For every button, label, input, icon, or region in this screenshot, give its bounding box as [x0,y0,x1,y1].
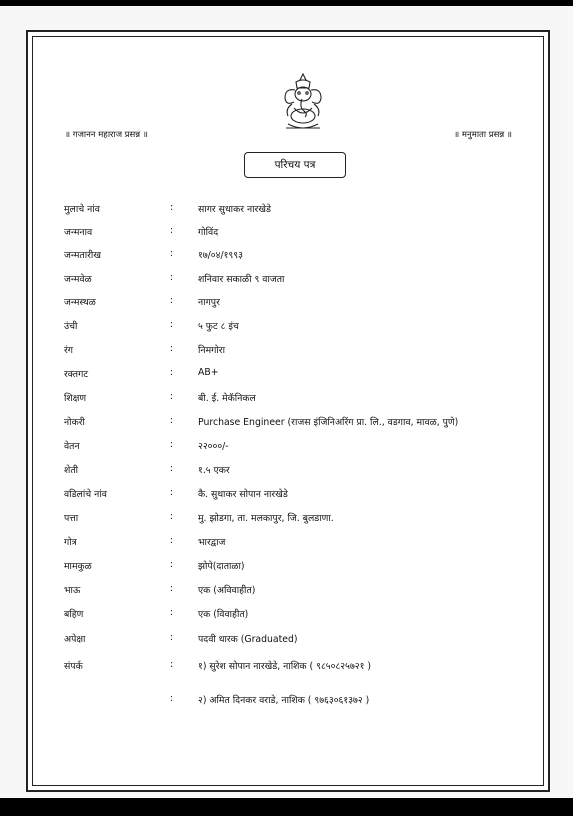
document-page [0,6,573,798]
field-value: निमगोरा [198,345,225,356]
field-value: भारद्वाज [198,537,226,548]
field-colon: : [170,202,174,213]
field-label: संपर्क [64,661,83,672]
field-label: वडिलांचे नांव [64,489,107,500]
inner-border [32,36,544,786]
field-label: उंची [64,321,78,332]
field-colon: : [170,295,174,306]
field-colon: : [170,248,174,259]
field-value: एक (विवाहीत) [198,609,249,620]
field-value: १७/०४/१९९३ [198,250,243,261]
field-colon: : [170,439,174,450]
field-colon: : [170,367,174,378]
field-label: शिक्षण [64,393,87,404]
field-colon: : [170,487,174,498]
field-value: २२०००/- [198,441,229,452]
field-value: नागपुर [198,297,220,308]
field-value: सागर सुधाकर नारखेडे [198,204,271,215]
field-colon: : [170,511,174,522]
bottom-bar [0,798,573,816]
field-colon: : [170,607,174,618]
field-label: रंग [64,345,74,356]
field-colon: : [170,659,174,670]
field-label: वेतन [64,441,80,452]
field-colon: : [170,693,174,704]
field-value: झोपे(दाताळा) [198,561,245,572]
field-label: मामकुळ [64,561,92,572]
outer-border [26,30,550,792]
field-colon: : [170,559,174,570]
field-value: कै. सुधाकर सोपान नारखेडे [198,489,288,500]
field-label: मुलाचे नांव [64,204,100,215]
field-value: गोविंद [198,227,219,238]
field-label: जन्मवेळ [64,274,92,285]
field-value: १.५ एकर [198,465,230,476]
ganesh-icon [280,72,326,132]
field-colon: : [170,391,174,402]
field-label: रक्तगट [64,369,89,380]
field-value: शनिवार सकाळी ९ वाजता [198,274,285,285]
field-value: ५ फुट ८ इंच [198,321,239,332]
field-label: भाऊ [64,585,81,596]
field-label: नोकरी [64,417,85,428]
field-value: १) सुरेश सोपान नारखेडे, नाशिक ( ९८५०८२५७२१ ) [198,661,372,672]
field-label: जन्मनाव [64,227,93,238]
field-label: शेती [64,465,79,476]
field-value: मु. झोडगा, ता. मलकापुर, जि. बुलडाणा. [198,513,334,524]
field-label: पत्ता [64,513,79,524]
field-colon: : [170,632,174,643]
header-left-blessing: ॥ गजानन महाराज प्रसन्न ॥ [65,130,148,140]
field-colon: : [170,583,174,594]
field-value: AB+ [198,367,219,378]
field-value: एक (अविवाहीत) [198,585,256,596]
field-colon: : [170,415,174,426]
field-label: जन्मतारीख [64,250,101,261]
field-colon: : [170,535,174,546]
header-right-blessing: ॥ मनुमाता प्रसन्न ॥ [454,130,512,140]
field-value: Purchase Engineer (राजस इंजिनिअरिंग प्रा. लि., वडगाव, मावळ, पुणे) [198,417,459,428]
field-colon: : [170,225,174,236]
field-label: अपेक्षा [64,634,86,645]
document-title: परिचय पत्र [244,152,346,178]
field-label: बहिण [64,609,84,620]
field-value: २) अमित दिनकर वराडे, नाशिक ( ९७६३०६१३७२ ) [198,695,370,706]
field-label: गोत्र [64,537,77,548]
field-colon: : [170,319,174,330]
field-colon: : [170,272,174,283]
field-value: बी. ई. मेकॅनिकल [198,393,256,404]
field-colon: : [170,463,174,474]
field-colon: : [170,343,174,354]
field-value: पदवी धारक (Graduated) [198,634,298,645]
field-label: जन्मस्थळ [64,297,96,308]
